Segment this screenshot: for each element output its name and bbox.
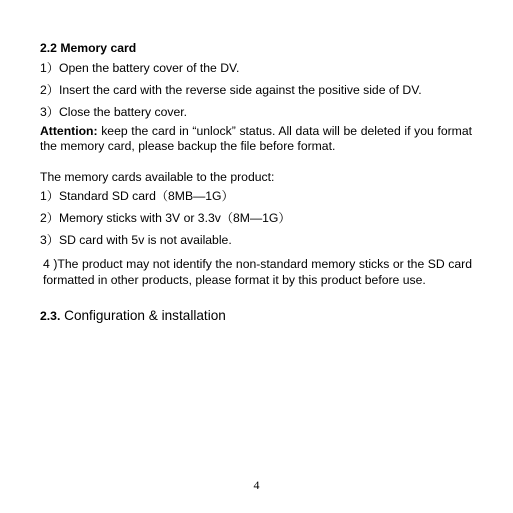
card-item-2: 2）Memory sticks with 3V or 3.3v（8M—1G） bbox=[40, 211, 291, 225]
attention-text: keep the card in “unlock” status. All data will be deleted if you format the memory card, please backup the file before format. bbox=[40, 124, 472, 153]
cards-intro: The memory cards available to the product: bbox=[40, 170, 275, 184]
step-3: 3）Close the battery cover. bbox=[40, 105, 187, 119]
attention-label: Attention: bbox=[40, 124, 98, 138]
section-number: 2.3. bbox=[40, 309, 61, 323]
step-2: 2）Insert the card with the reverse side against the positive side of DV. bbox=[40, 83, 422, 97]
card-item-1: 1）Standard SD card（8MB—1G） bbox=[40, 189, 234, 203]
section-heading-configuration bbox=[40, 307, 226, 325]
card-item-3: 3）SD card with 5v is not available. bbox=[40, 233, 232, 247]
step-1: 1）Open the battery cover of the DV. bbox=[40, 61, 240, 75]
note-4-paragraph: 4 )The product may not identify the non-standard memory sticks or the SD card formatted in other products, please format it by this product before use. bbox=[43, 257, 472, 287]
section-title: Configuration & installation bbox=[60, 308, 226, 323]
attention-paragraph bbox=[40, 124, 472, 154]
page-number: 4 bbox=[253, 478, 260, 492]
section-heading-memory-card: 2.2 Memory card bbox=[40, 41, 137, 55]
